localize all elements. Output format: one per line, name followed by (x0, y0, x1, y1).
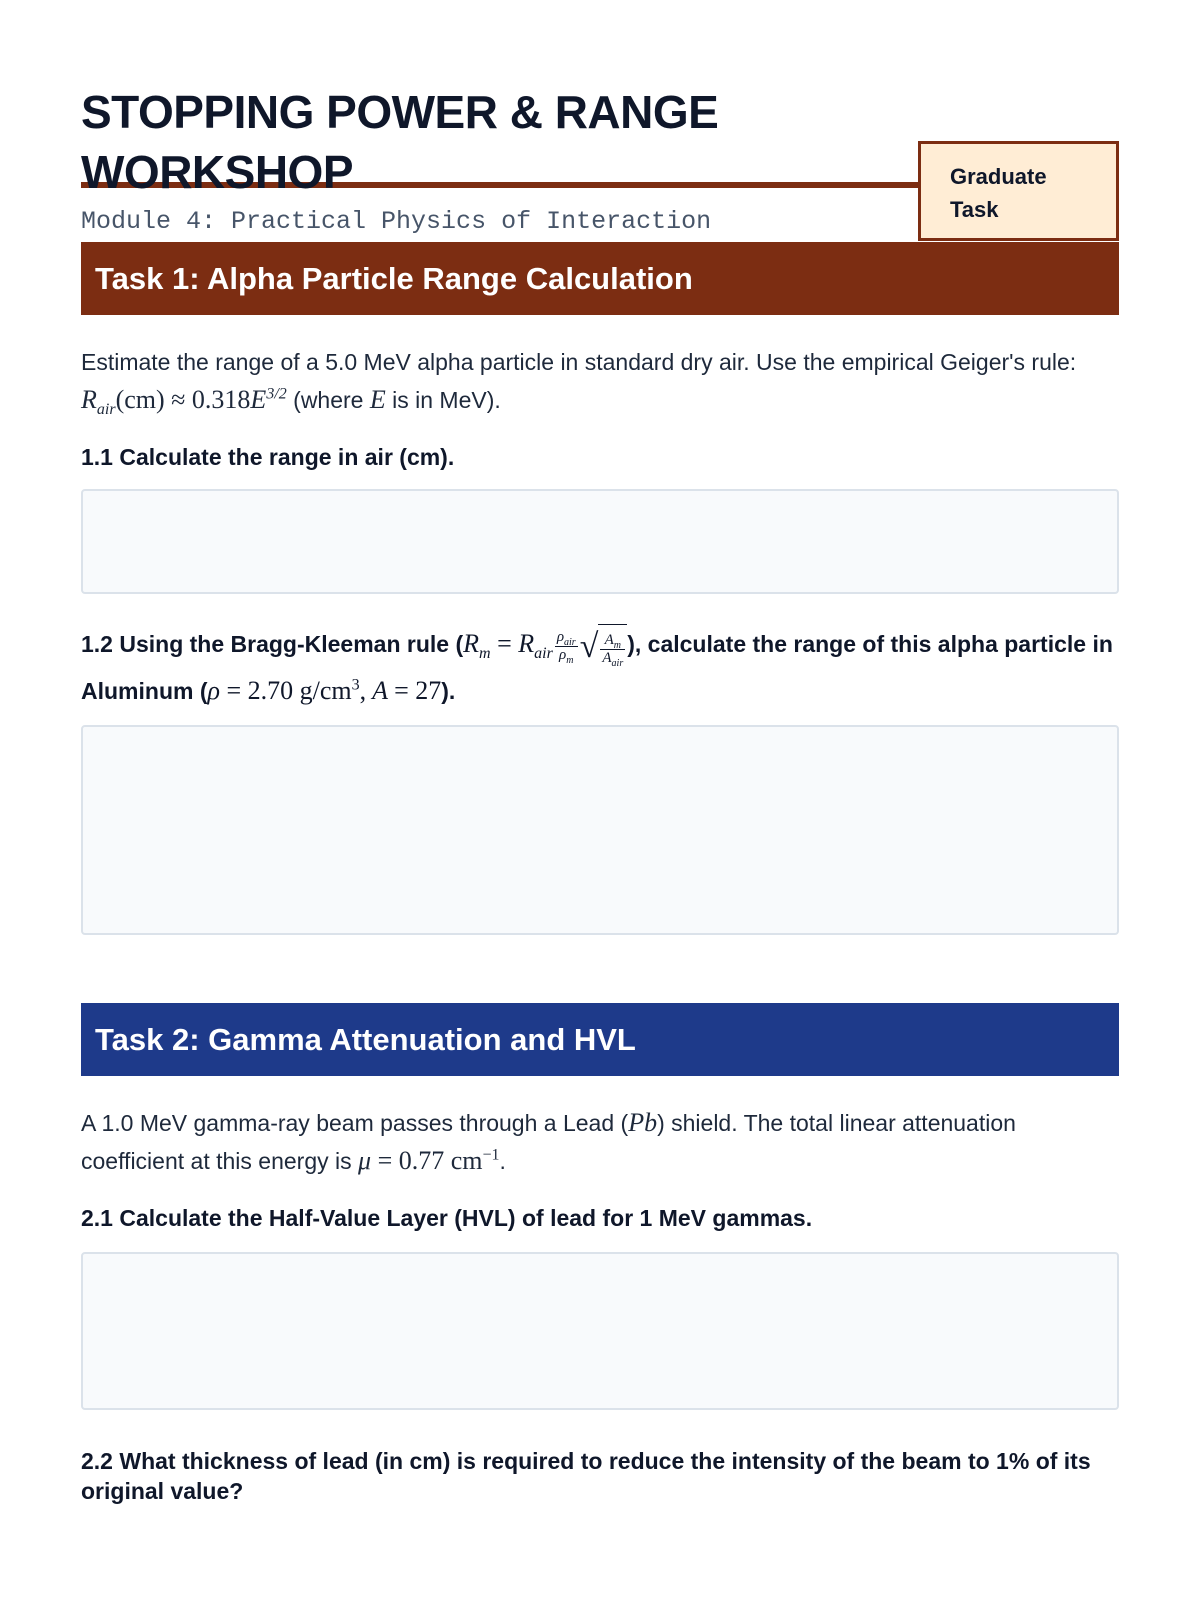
question-2-1: 2.1 Calculate the Half-Value Layer (HVL) of lead for 1 MeV gammas. (81, 1205, 813, 1232)
answer-box-1-1[interactable] (81, 489, 1119, 594)
question-1-2 (81, 622, 1119, 713)
attenuation-coefficient: μ = 0.77 $cm^{-1}$ (358, 1146, 500, 1176)
task2-heading: Task 2: Gamma Attenuation and HVL (81, 1003, 1119, 1076)
page-title: STOPPING POWER & RANGE WORKSHOP (81, 86, 719, 198)
task1-intro (81, 343, 1119, 419)
answer-box-1-2[interactable] (81, 725, 1119, 935)
answer-box-2-1[interactable] (81, 1252, 1119, 1410)
aluminum-params: ρ = 2.70 $g/cm^3$, A = 27 (207, 676, 442, 706)
task1-intro-text: Estimate the range of a 5.0 MeV alpha particle in standard dry air. Use the empirical Geiger's rule: (81, 349, 1077, 375)
question-1-2-suffix: ), calculate the range of this alpha particle in Aluminum ( (81, 631, 1113, 705)
question-2-2: 2.2 What thickness of lead (in cm) is required to reduce the intensity of the beam to 1% of its original value? (81, 1448, 1091, 1505)
formula-note-prefix: (where (293, 387, 364, 413)
badge-label: Graduate Task (950, 164, 1047, 222)
task2-intro (81, 1104, 1119, 1180)
task2-intro-a: A 1.0 MeV gamma-ray beam passes through a Lead ( (81, 1110, 629, 1137)
geiger-formula: $R_{air}(cm) \approx 0.318E^{3/2}$ (81, 385, 287, 419)
document-header (81, 0, 1119, 236)
question-1-2-prefix: 1.2 Using the Bragg-Kleeman rule ( (81, 631, 464, 657)
task1-heading: Task 1: Alpha Particle Range Calculation (81, 242, 1119, 315)
task2-intro-b: ) shield. The total linear attenuation coefficient at this energy is (81, 1110, 1016, 1175)
bragg-kleeman-formula: $R_m = R_{air}$ $\frac{\rho_{air}}{\rho_m}$ √ $\frac{A_m}{A_{air}}$ (463, 629, 627, 658)
page-subtitle: Module 4: Practical Physics of Interaction (81, 207, 712, 236)
question-1-1: 1.1 Calculate the range in air (cm). (81, 444, 455, 470)
formula-var-e: E (369, 385, 386, 414)
lead-symbol: Pb (628, 1108, 658, 1138)
question-1-2-end: ). (441, 678, 456, 705)
formula-note-suffix: is in MeV). (392, 387, 501, 413)
graduate-task-badge (918, 141, 1119, 241)
task2-intro-c: . (499, 1148, 506, 1175)
